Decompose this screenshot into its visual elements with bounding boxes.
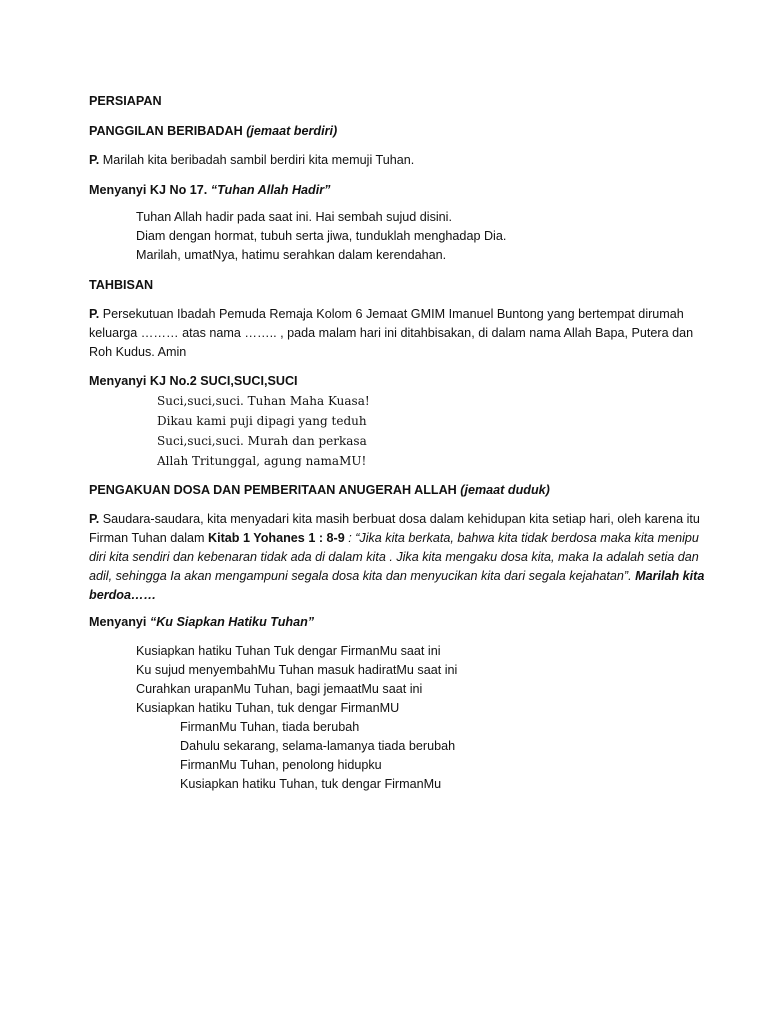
panggilan-title: PANGGILAN BERIBADAH (89, 124, 247, 138)
heading-persiapan: PERSIAPAN (89, 94, 162, 108)
song3-prefix: Menyanyi (89, 615, 150, 629)
lyric-line: Diam dengan hormat, tubuh serta jiwa, tunduklah menghadap Dia. (136, 229, 507, 243)
p3-kitab: Kitab 1 Yohanes 1 : 8-9 (208, 531, 345, 545)
song2-heading: Menyanyi KJ No.2 SUCI,SUCI,SUCI (89, 374, 298, 388)
song3-chorus (180, 718, 708, 794)
p3-quote: : “Jika kita berkata, bahwa kita tidak berdosa maka kita menipu diri kita sendiri dan kebenaran tidak ada di dalam kita . Jika kita mengaku dosa kita, maka Ia adalah setia dan adil, sehingga Ia akan mengampuni segala dosa kita dan menyucikan kita dari segala kejahatan”. (89, 531, 699, 583)
lyric-line: FirmanMu Tuhan, tiada berubah (180, 720, 360, 734)
pengakuan-title: PENGAKUAN DOSA DAN PEMBERITAAN ANUGERAH ALLAH (89, 483, 461, 497)
paragraph-p1 (89, 151, 708, 170)
lyric-line: Curahkan urapanMu Tuhan, bagi jemaatMu saat ini (136, 682, 423, 696)
lyric-line: Dikau kami puji dipagi yang teduh (157, 414, 367, 428)
paragraph-p3 (89, 510, 708, 605)
song3-verse (136, 642, 708, 718)
heading-tahbisan: TAHBISAN (89, 278, 154, 292)
p3-closing: Marilah kita berdoa…… (89, 569, 705, 602)
lyric-line: FirmanMu Tuhan, penolong hidupku (180, 758, 382, 772)
lyric-line: Kusiapkan hatiku Tuhan, tuk dengar FirmanMu (180, 777, 442, 791)
song2-lyrics (157, 391, 708, 471)
lyric-line: Dahulu sekarang, selama-lamanya tiada berubah (180, 739, 456, 753)
song3-title: “Ku Siapkan Hatiku Tuhan” (149, 615, 315, 629)
song1-lyrics (136, 208, 708, 265)
lyric-line: Allah Tritunggal, agung namaMU! (157, 454, 367, 468)
lyric-line: Marilah, umatNya, hatimu serahkan dalam kerendahan. (136, 248, 447, 262)
song1-title: “Tuhan Allah Hadir” (210, 183, 331, 197)
heading-panggilan-beribadah (89, 122, 708, 141)
p1-label: P. (89, 153, 100, 167)
p1-text: Marilah kita beribadah sambil berdiri kita memuji Tuhan. (99, 153, 415, 167)
p2-text: Persekutuan Ibadah Pemuda Remaja Kolom 6 Jemaat GMIM Imanuel Buntong yang bertempat dirumah keluarga ……… atas nama …….. , pada malam hari ini ditahbisakan, di dalam nama Allah Bapa, Putera dan Roh Kudus. Amin (89, 307, 694, 359)
panggilan-note: (jemaat berdiri) (246, 124, 338, 138)
lyric-line: Ku sujud menyembahMu Tuhan masuk hadiratMu saat ini (136, 663, 458, 677)
p2-label: P. (89, 307, 100, 321)
lyric-line: Suci,suci,suci. Tuhan Maha Kuasa! (157, 394, 370, 408)
lyric-line: Kusiapkan hatiku Tuhan Tuk dengar FirmanMu saat ini (136, 644, 441, 658)
lyric-line: Tuhan Allah hadir pada saat ini. Hai sembah sujud disini. (136, 210, 452, 224)
pengakuan-note: (jemaat duduk) (460, 483, 550, 497)
paragraph-p2 (89, 305, 708, 362)
lyric-line: Suci,suci,suci. Murah dan perkasa (157, 434, 367, 448)
song1-heading (89, 181, 708, 200)
lyric-line: Kusiapkan hatiku Tuhan, tuk dengar FirmanMU (136, 701, 400, 715)
p3-text: Saudara-saudara, kita menyadari kita masih berbuat dosa dalam kehidupan kita setiap hari, oleh karena itu Firman Tuhan dalam (89, 512, 700, 545)
p3-label: P. (89, 512, 100, 526)
song1-prefix: Menyanyi KJ No 17. (89, 183, 211, 197)
song3-heading (89, 613, 708, 632)
heading-pengakuan-dosa (89, 481, 708, 500)
